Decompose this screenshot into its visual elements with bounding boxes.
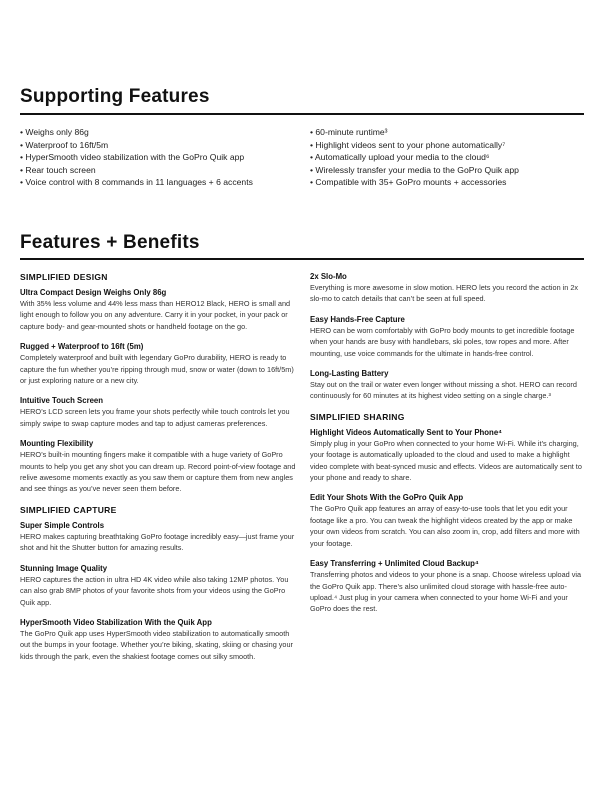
list-item: • Compatible with 35+ GoPro mounts + accessories: [310, 176, 519, 189]
feature-item: [20, 396, 296, 429]
feature-body: The GoPro Quik app features an array of easy-to-use tools that let you edit your footage like a pro. You can tweak the highlight videos created by the app or make your own videos from scratch. You can also zoom in, crop, add filters and more with your footage.: [310, 504, 580, 548]
feature-item: [20, 439, 296, 495]
feature-item: [20, 288, 296, 332]
feature-title: Ultra Compact Design Weighs Only 86g: [20, 288, 167, 297]
list-item: • Wirelessly transfer your media to the GoPro Quik app: [310, 164, 519, 177]
feature-item: [310, 272, 586, 305]
feature-body: Everything is more awesome in slow motion. HERO lets you record the action in 2x slo-mo to catch details that can’t be seen at full speed.: [310, 283, 579, 304]
supporting-features-heading: Supporting Features: [20, 86, 210, 107]
list-item: • Automatically upload your media to the cloud⁶: [310, 151, 519, 164]
list-item: • Highlight videos sent to your phone automatically⁷: [310, 139, 519, 152]
feature-body: Completely waterproof and built with legendary GoPro durability, HERO is ready to capture the fun whether you’re ripping through mud, snow or water (down to 16ft/5m) or just exploring nature or a new city.: [20, 353, 294, 386]
section-divider: [20, 258, 584, 260]
list-item: • Rear touch screen: [20, 164, 253, 177]
feature-title: Rugged + Waterproof to 16ft (5m): [20, 342, 144, 352]
section-label: SIMPLIFIED DESIGN: [20, 272, 108, 282]
feature-title: Stunning Image Quality: [20, 563, 108, 573]
feature-title: Easy Hands-Free Capture: [310, 314, 405, 324]
feature-body: HERO can be worn comfortably with GoPro body mounts to get incredible footage when your hands are busy with handlebars, ski poles, tow ropes and more. After mounting, use voice commands for the ultimate in hands-free control.: [310, 325, 575, 358]
feature-title: 2x Slo-Mo: [310, 272, 347, 281]
feature-body: HERO’s LCD screen lets you frame your shots perfectly while touch controls let you simply swipe to swap capture modes and tap to adjust cameras preferences.: [20, 407, 290, 428]
feature-body: Simply plug in your GoPro when connected to your home Wi-Fi. While it’s charging, your footage is automatically uploaded to the cloud and used to make a highlight video complete with beat-synced music and effects. Videos are automatically sent to your phone and ready to share.: [310, 438, 582, 483]
list-item: • Waterproof to 16ft/5m: [20, 139, 253, 152]
benefits-left-column: [20, 272, 296, 672]
feature-body: Stay out on the trail or water even longer without missing a shot. HERO can record continuously for 60 minutes at its highest video setting on a single charge.³: [310, 380, 577, 401]
feature-item: [310, 559, 586, 615]
feature-title: Intuitive Touch Screen: [20, 396, 104, 406]
feature-title: HyperSmooth Video Stabilization With the Quik App: [20, 617, 212, 627]
feature-title: Long-Lasting Battery: [310, 369, 389, 379]
feature-title: Edit Your Shots With the GoPro Quik App: [310, 493, 464, 503]
feature-title: Mounting Flexibility: [20, 439, 94, 449]
list-item: • Voice control with 8 commands in 11 languages + 6 accents: [20, 176, 253, 189]
feature-body: HERO captures the action in ultra HD 4K video while also taking 12MP photos. You can also grab 8MP photos of your favorite shots from your videos using the GoPro Quik app.: [20, 574, 289, 607]
feature-title: Super Simple Controls: [20, 520, 105, 530]
section-label: SIMPLIFIED SHARING: [310, 411, 405, 422]
feature-item: [20, 342, 296, 386]
feature-body: HERO’s built-in mounting fingers make it compatible with a huge variety of GoPro mounts to help you get any shot you can dream up. Record point-of-view footage and relive awesome moments exactly as you saw them or capture them from new angles and see things as you’ve never seen them before.: [20, 450, 296, 494]
supporting-left-list: [20, 126, 253, 189]
feature-title: Easy Transferring + Unlimited Cloud Backup⁴: [310, 559, 479, 569]
list-item: • HyperSmooth video stabilization with the GoPro Quik app: [20, 151, 253, 164]
features-benefits-heading: Features + Benefits: [20, 232, 200, 253]
feature-body: Transferring photos and videos to your phone is a snap. Choose wireless upload via the GoPro Quik app. There’s also unlimited cloud storage with hassle-free auto-upload.⁴ Just plug in your camera when connected to your home Wi-Fi and your GoPro does the rest.: [310, 570, 582, 614]
list-item: • 60-minute runtime³: [310, 126, 519, 139]
feature-body: With 35% less volume and 44% less mass than HERO12 Black, HERO is small and light enough to follow you on any adventure. Carry it in your pocket, in your pack or capture body- and gear-mounted shots or handheld footage on the go.: [20, 299, 291, 331]
supporting-right-list: [310, 126, 519, 189]
feature-item: [310, 369, 586, 402]
feature-body: HERO makes capturing breathtaking GoPro footage incredibly easy—just frame your shot and hit the Shutter button for amazing results.: [20, 531, 295, 553]
section-divider: [20, 113, 584, 115]
benefits-right-column: [310, 272, 586, 625]
feature-item: [20, 521, 296, 554]
feature-item: [310, 493, 586, 549]
feature-item: [20, 564, 296, 608]
feature-item: [310, 315, 586, 359]
feature-item: [20, 618, 296, 662]
feature-item: [310, 428, 586, 484]
feature-title: Highlight Videos Automatically Sent to Your Phone⁴: [310, 427, 503, 437]
feature-body: The GoPro Quik app uses HyperSmooth video stabilization to automatically smooth out the bumps in your footage. Whether you’re biking, skating, skiing or chasing your kids through the park, even the shakiest footage comes out silky smooth.: [20, 628, 293, 661]
list-item: • Weighs only 86g: [20, 126, 253, 139]
section-label: SIMPLIFIED CAPTURE: [20, 504, 117, 515]
